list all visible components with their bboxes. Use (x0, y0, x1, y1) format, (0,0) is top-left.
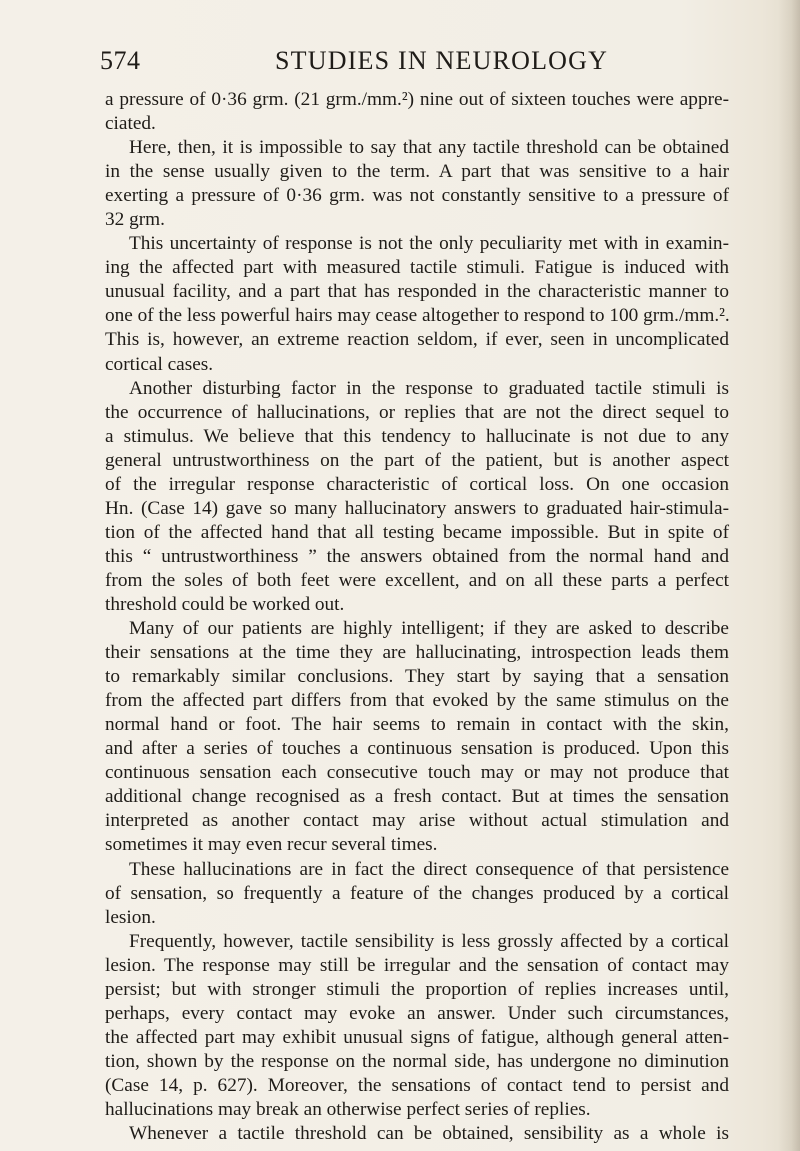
text-line: ciated. (105, 113, 156, 135)
text-line: Here, then, it is impossible to say that any tactile threshold can be obtained (129, 137, 729, 159)
text-line: Another disturbing factor in the response to graduated tactile stimuli is (129, 377, 729, 399)
text-line: hallucinations may break an otherwise perfect series of replies. (105, 1098, 591, 1120)
text-line: interpreted as another contact may arise without actual stimulation and (105, 810, 729, 832)
text-line: perhaps, every contact may evoke an answer. Under such circumstances, (105, 1002, 729, 1024)
text-line: Hn. (Case 14) gave so many hallucinatory answers to graduated hair-stimula- (105, 497, 729, 519)
text-line: from the soles of both feet were excellent, and on all these parts a perfect (105, 569, 729, 591)
text-line: This uncertainty of response is not the only peculiarity met with in examin- (129, 233, 729, 255)
text-line: (Case 14, p. 627). Moreover, the sensations of contact tend to persist and (105, 1074, 729, 1096)
text-line: their sensations at the time they are hallucinating, introspection leads them (105, 642, 729, 664)
text-line: normal hand or foot. The hair seems to remain in contact with the skin, (105, 714, 729, 736)
text-line: cortical cases. (105, 353, 214, 375)
text-line: tion, shown by the response on the normal side, has undergone no diminution (105, 1050, 729, 1072)
text-line: the affected part may exhibit unusual signs of fatigue, although general atten- (105, 1026, 729, 1048)
text-line: general untrustworthiness on the part of the patient, but is another aspect (105, 449, 729, 471)
text-line: the occurrence of hallucinations, or replies that are not the direct sequel to (105, 401, 729, 423)
body-text (105, 88, 729, 1146)
text-line: to remarkably similar conclusions. They start by saying that a sensation (105, 666, 729, 688)
text-line: This is, however, an extreme reaction seldom, if ever, seen in uncomplicated (105, 329, 729, 351)
text-line: Many of our patients are highly intelligent; if they are asked to describe (129, 618, 729, 640)
text-line: a pressure of 0·36 grm. (21 grm./mm.²) nine out of sixteen touches were appre- (105, 89, 729, 110)
text-line: continuous sensation each consecutive touch may or may not produce that (105, 762, 729, 784)
running-title: STUDIES IN NEUROLOGY (275, 46, 609, 75)
text-line: lesion. The response may still be irregular and the sensation of contact may (105, 954, 729, 976)
text-line: additional change recognised as a fresh contact. But at times the sensation (105, 786, 729, 808)
running-head (100, 44, 730, 84)
text-line: Whenever a tactile threshold can be obtained, sensibility as a whole is (129, 1123, 729, 1145)
text-line: sometimes it may even recur several times. (105, 834, 438, 856)
text-line: this “ untrustworthiness ” the answers obtained from the normal hand and (105, 545, 729, 567)
text-line: These hallucinations are in fact the direct consequence of that persistence (129, 858, 729, 880)
text-line: lesion. (105, 906, 156, 928)
text-line: threshold could be worked out. (105, 593, 345, 615)
text-line: of sensation, so frequently a feature of the changes produced by a cortical (105, 882, 729, 904)
page-edge-shadow (778, 0, 800, 1151)
text-line: tion of the affected hand that all testing became impossible. But in spite of (105, 521, 729, 543)
text-line: in the sense usually given to the term. A part that was sensitive to a hair (105, 161, 729, 183)
page-number: 574 (100, 46, 141, 75)
text-line: exerting a pressure of 0·36 grm. was not constantly sensitive to a pressure of (105, 185, 729, 207)
text-line: 32 grm. (105, 209, 165, 231)
text-line: from the affected part differs from that evoked by the same stimulus on the (105, 690, 729, 712)
text-line: ing the affected part with measured tactile stimuli. Fatigue is induced with (105, 257, 729, 279)
text-line: unusual facility, and a part that has responded in the characteristic manner to (105, 281, 729, 303)
text-line: and after a series of touches a continuous sensation is produced. Upon this (105, 738, 729, 760)
text-line: Frequently, however, tactile sensibility is less grossly affected by a cortical (129, 930, 729, 952)
text-line: of the irregular response characteristic of cortical loss. On one occasion (105, 473, 729, 495)
text-line: a stimulus. We believe that this tendency to hallucinate is not due to any (105, 425, 729, 447)
text-line: persist; but with stronger stimuli the proportion of replies increases until, (105, 978, 729, 1000)
text-line: one of the less powerful hairs may cease altogether to respond to 100 grm./mm.². (105, 305, 730, 327)
